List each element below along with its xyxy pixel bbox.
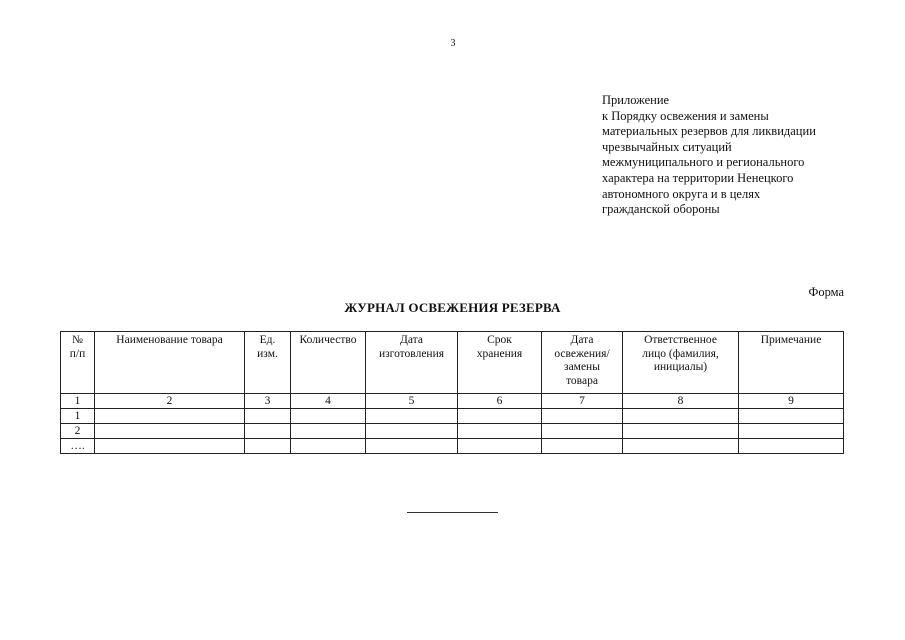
column-header-line: замены bbox=[564, 361, 600, 373]
journal-table bbox=[60, 331, 844, 454]
column-header-line: Срок bbox=[487, 334, 512, 346]
table-header bbox=[61, 332, 844, 394]
column-header bbox=[61, 332, 95, 394]
table-cell bbox=[245, 439, 291, 454]
appendix-line: характера на территории Ненецкого bbox=[602, 170, 794, 185]
table-cell bbox=[739, 409, 844, 424]
table-cell: 1 bbox=[61, 409, 95, 424]
table-cell bbox=[95, 424, 245, 439]
appendix-line: гражданской обороны bbox=[602, 202, 720, 217]
column-number: 2 bbox=[95, 394, 245, 409]
table-cell bbox=[366, 439, 458, 454]
column-header bbox=[623, 332, 739, 394]
column-header-line: Ед. bbox=[259, 334, 276, 346]
column-numbering-row bbox=[61, 394, 844, 409]
column-header-line: освежения/ bbox=[554, 347, 610, 360]
column-header-line: хранения bbox=[476, 347, 523, 360]
table-cell bbox=[458, 424, 542, 439]
table-cell: 2 bbox=[61, 424, 95, 439]
table-cell bbox=[291, 439, 366, 454]
table-cell bbox=[458, 409, 542, 424]
appendix-line: к Порядку освежения и замены bbox=[602, 108, 769, 123]
table-cell bbox=[623, 424, 739, 439]
table-cell: …. bbox=[61, 439, 95, 454]
table-cell bbox=[623, 439, 739, 454]
document-title: ЖУРНАЛ ОСВЕЖЕНИЯ РЕЗЕРВА bbox=[344, 300, 561, 315]
column-header-line: Количество bbox=[299, 334, 357, 346]
table-row bbox=[61, 424, 844, 439]
appendix-line: Приложение bbox=[602, 93, 670, 107]
table-body bbox=[61, 394, 844, 454]
appendix-line: автономного округа и в целях bbox=[602, 186, 761, 201]
column-number: 8 bbox=[623, 394, 739, 409]
column-header-line: инициалы) bbox=[653, 361, 708, 373]
table-cell bbox=[458, 439, 542, 454]
table-cell bbox=[542, 439, 623, 454]
appendix-note bbox=[602, 93, 862, 218]
column-header-line: п/п bbox=[69, 347, 86, 360]
column-number: 4 bbox=[291, 394, 366, 409]
table-cell bbox=[542, 424, 623, 439]
form-label: Форма bbox=[808, 285, 844, 299]
column-header bbox=[542, 332, 623, 394]
column-number: 3 bbox=[245, 394, 291, 409]
column-header bbox=[739, 332, 844, 394]
column-header-line: Дата bbox=[570, 334, 594, 346]
appendix-line: материальных резервов для ликвидации bbox=[602, 124, 816, 139]
table-cell bbox=[245, 424, 291, 439]
column-number: 9 bbox=[739, 394, 844, 409]
table-cell bbox=[623, 409, 739, 424]
column-header-line: Ответственное bbox=[644, 334, 717, 346]
column-number: 7 bbox=[542, 394, 623, 409]
column-header-line: изм. bbox=[257, 347, 278, 360]
table-cell bbox=[291, 424, 366, 439]
column-header bbox=[245, 332, 291, 394]
column-header-line: изготовления bbox=[378, 347, 445, 360]
table-cell bbox=[95, 439, 245, 454]
column-header-line: Наименование товара bbox=[116, 334, 223, 346]
table-cell bbox=[739, 424, 844, 439]
footer-divider bbox=[407, 512, 498, 513]
column-number: 5 bbox=[366, 394, 458, 409]
header-row bbox=[61, 332, 844, 394]
page-number: 3 bbox=[450, 38, 456, 49]
column-header bbox=[458, 332, 542, 394]
column-number: 1 bbox=[61, 394, 95, 409]
column-header-line: товара bbox=[566, 374, 598, 387]
appendix-line: чрезвычайных ситуаций bbox=[602, 139, 732, 154]
column-header-line: лицо (фамилия, bbox=[642, 347, 719, 360]
table-cell bbox=[542, 409, 623, 424]
column-header-line: Дата bbox=[400, 334, 423, 346]
table-cell bbox=[245, 409, 291, 424]
column-header bbox=[366, 332, 458, 394]
table-cell bbox=[95, 409, 245, 424]
column-number: 6 bbox=[458, 394, 542, 409]
column-header bbox=[95, 332, 245, 394]
table-cell bbox=[366, 409, 458, 424]
table-cell bbox=[366, 424, 458, 439]
column-header bbox=[291, 332, 366, 394]
table-cell bbox=[739, 439, 844, 454]
column-header-line: Примечание bbox=[760, 334, 822, 346]
appendix-line: межмуниципального и регионального bbox=[602, 155, 805, 170]
table-cell bbox=[291, 409, 366, 424]
table-row bbox=[61, 409, 844, 424]
table-row bbox=[61, 439, 844, 454]
column-header-line: № bbox=[72, 334, 83, 346]
